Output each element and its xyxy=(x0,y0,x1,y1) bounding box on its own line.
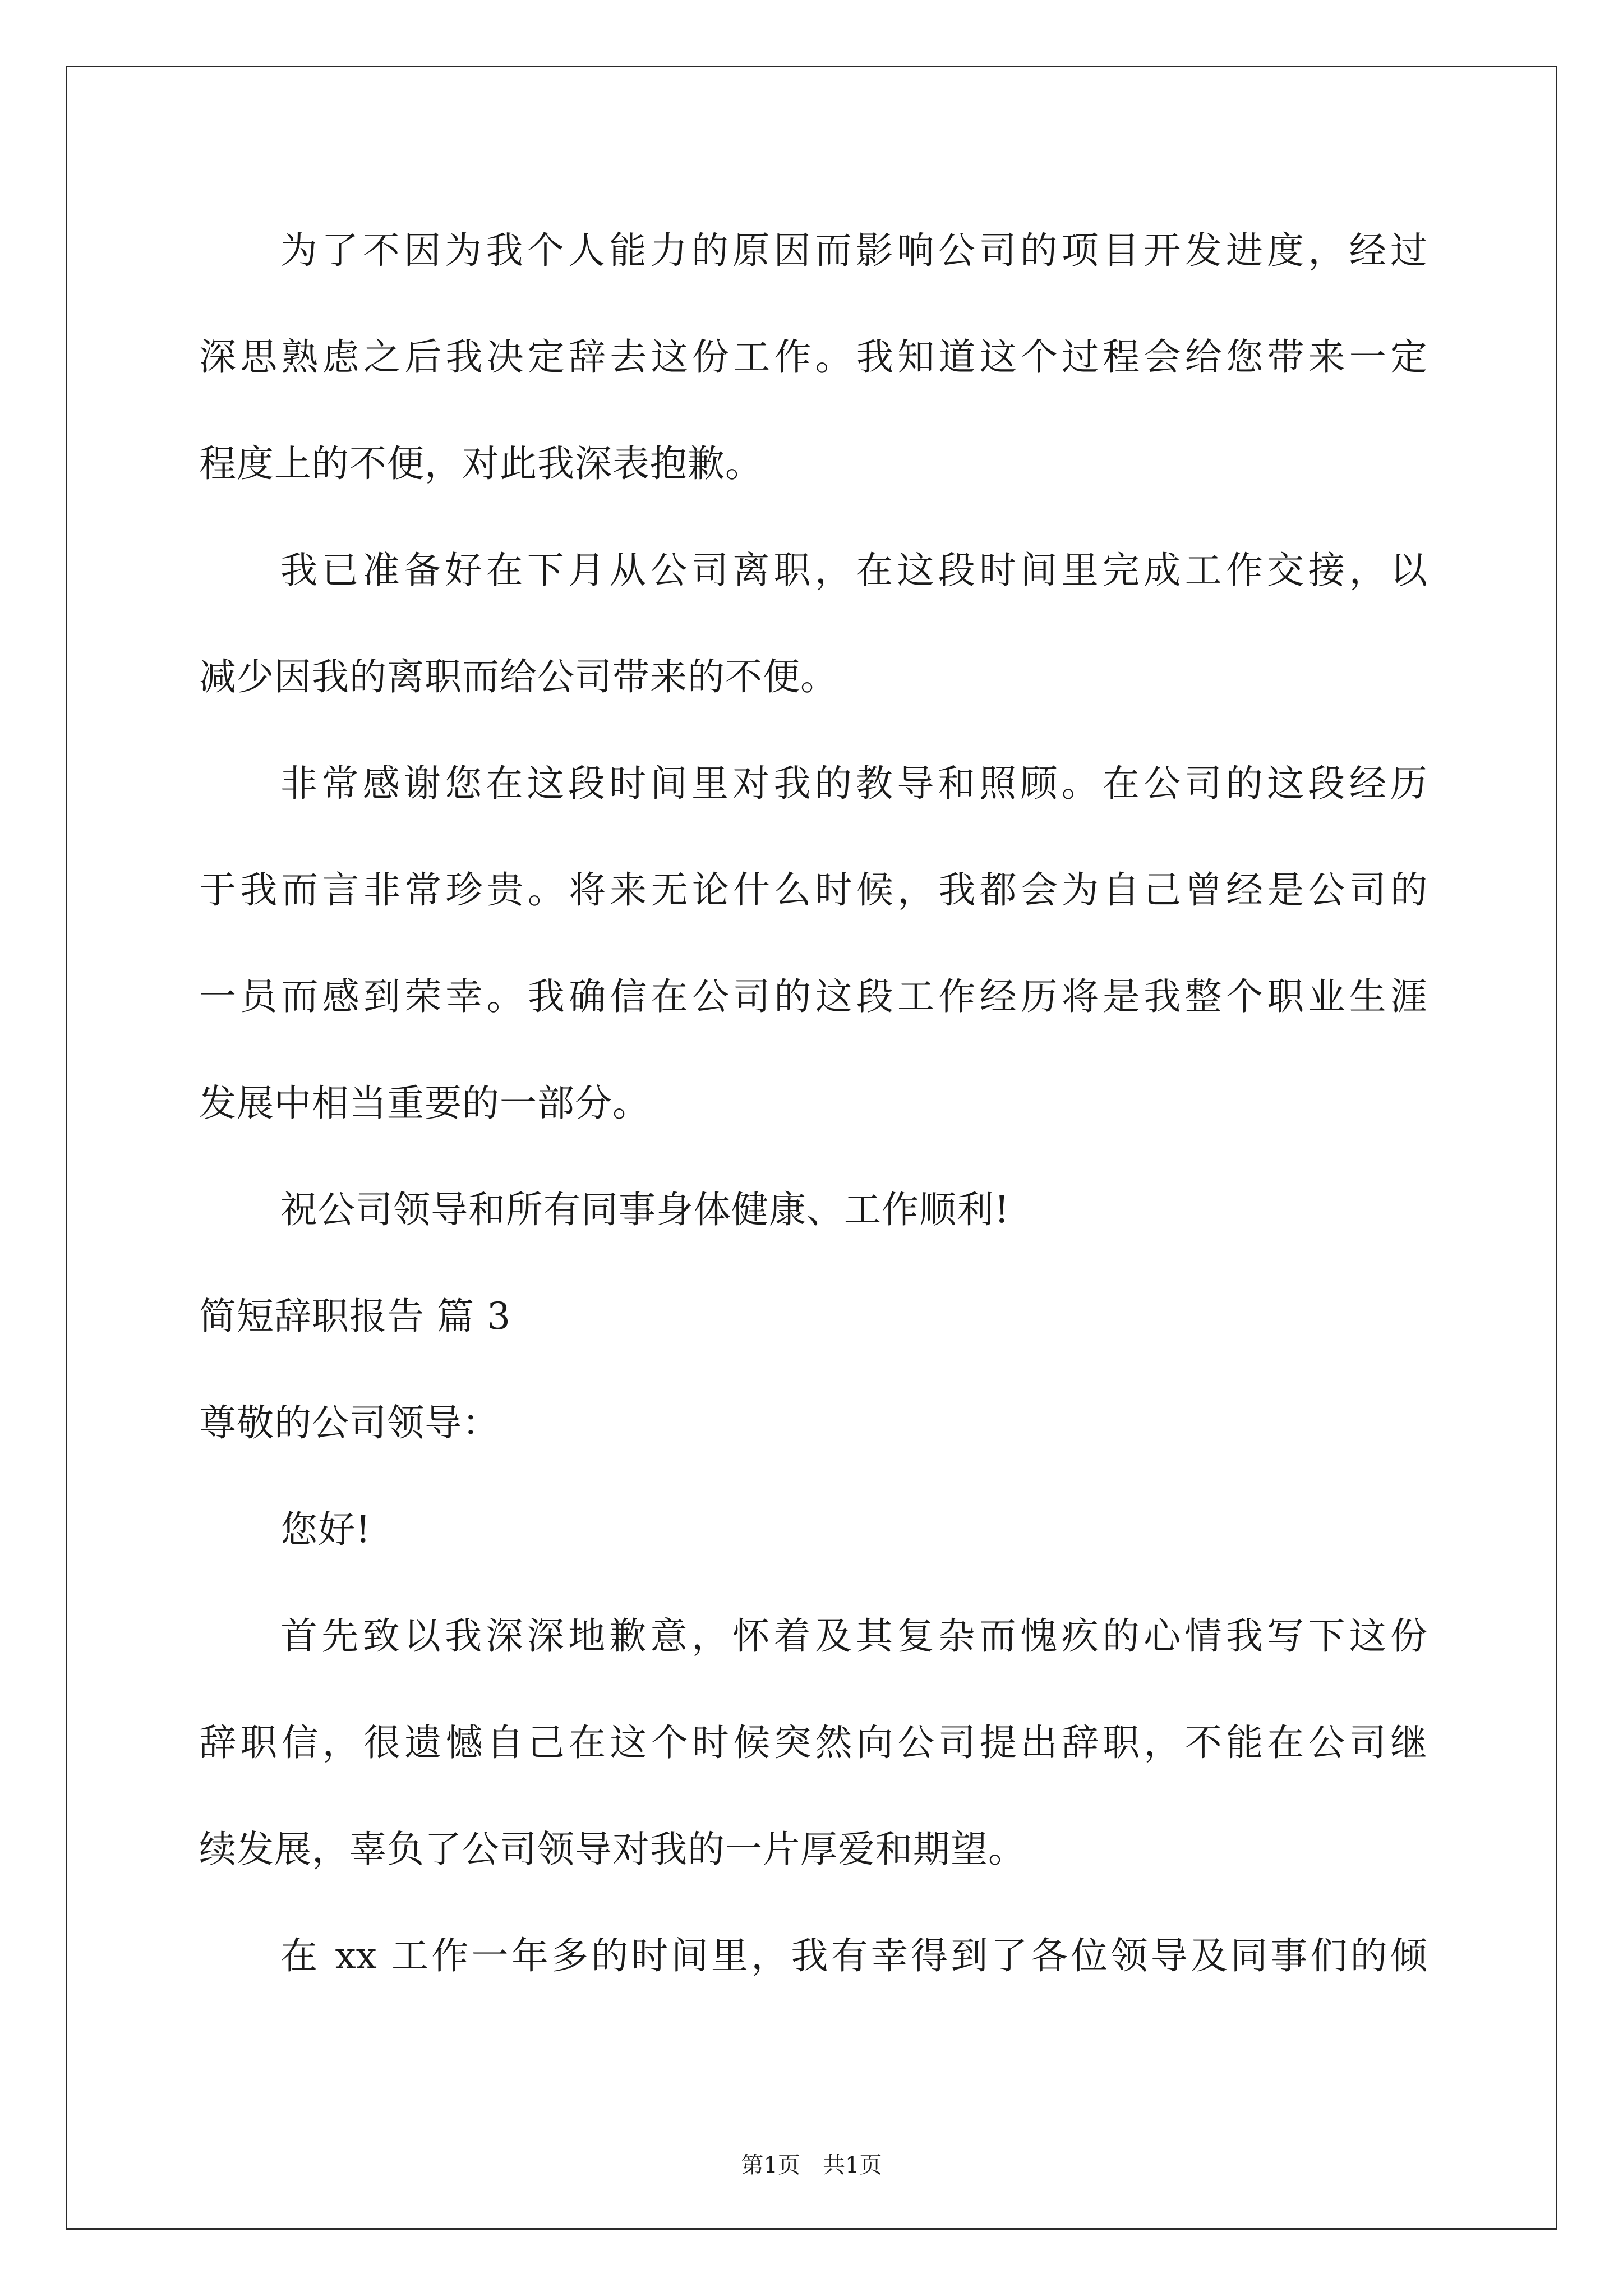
paragraph-1-line-1: 为了不因为我个人能力的原因而影响公司的项目开发进度，经过 xyxy=(280,229,1427,272)
paragraph-3-line-1: 非常感谢您在这段时间里对我的教导和照顾。在公司的这段经历 xyxy=(280,762,1427,805)
section-heading: 简短辞职报告 篇 3 xyxy=(199,1295,511,1338)
greeting: 您好! xyxy=(280,1508,371,1551)
paragraph-2-line-2: 减少因我的离职而给公司带来的不便。 xyxy=(199,655,838,698)
paragraph-6-line-1: 在 xx 工作一年多的时间里，我有幸得到了各位领导及同事们的倾 xyxy=(280,1934,1427,1977)
salutation: 尊敬的公司领导： xyxy=(199,1401,500,1444)
paragraph-5-line-1: 首先致以我深深地歉意，怀着及其复杂而愧疚的心情我写下这份 xyxy=(280,1614,1427,1658)
paragraph-5-line-3: 续发展，辜负了公司领导对我的一片厚爱和期望。 xyxy=(199,1828,1026,1871)
paragraph-3-line-3: 一员而感到荣幸。我确信在公司的这段工作经历将是我整个职业生涯 xyxy=(199,975,1427,1018)
paragraph-5-line-2: 辞职信，很遗憾自己在这个时候突然向公司提出辞职，不能在公司继 xyxy=(199,1721,1427,1764)
paragraph-4-line-1: 祝公司领导和所有同事身体健康、工作顺利! xyxy=(280,1188,1010,1231)
paragraph-3-line-4: 发展中相当重要的一部分。 xyxy=(199,1082,650,1125)
paragraph-1-line-2: 深思熟虑之后我决定辞去这份工作。我知道这个过程会给您带来一定 xyxy=(199,335,1427,379)
paragraph-2-line-1: 我已准备好在下月从公司离职，在这段时间里完成工作交接，以 xyxy=(280,549,1427,592)
paragraph-3-line-2: 于我而言非常珍贵。将来无论什么时候，我都会为自己曾经是公司的 xyxy=(199,868,1427,912)
page-border xyxy=(66,66,1557,2230)
page-number-footer: 第1页 共1页 xyxy=(741,2152,882,2178)
paragraph-1-line-3: 程度上的不便，对此我深表抱歉。 xyxy=(199,442,763,485)
